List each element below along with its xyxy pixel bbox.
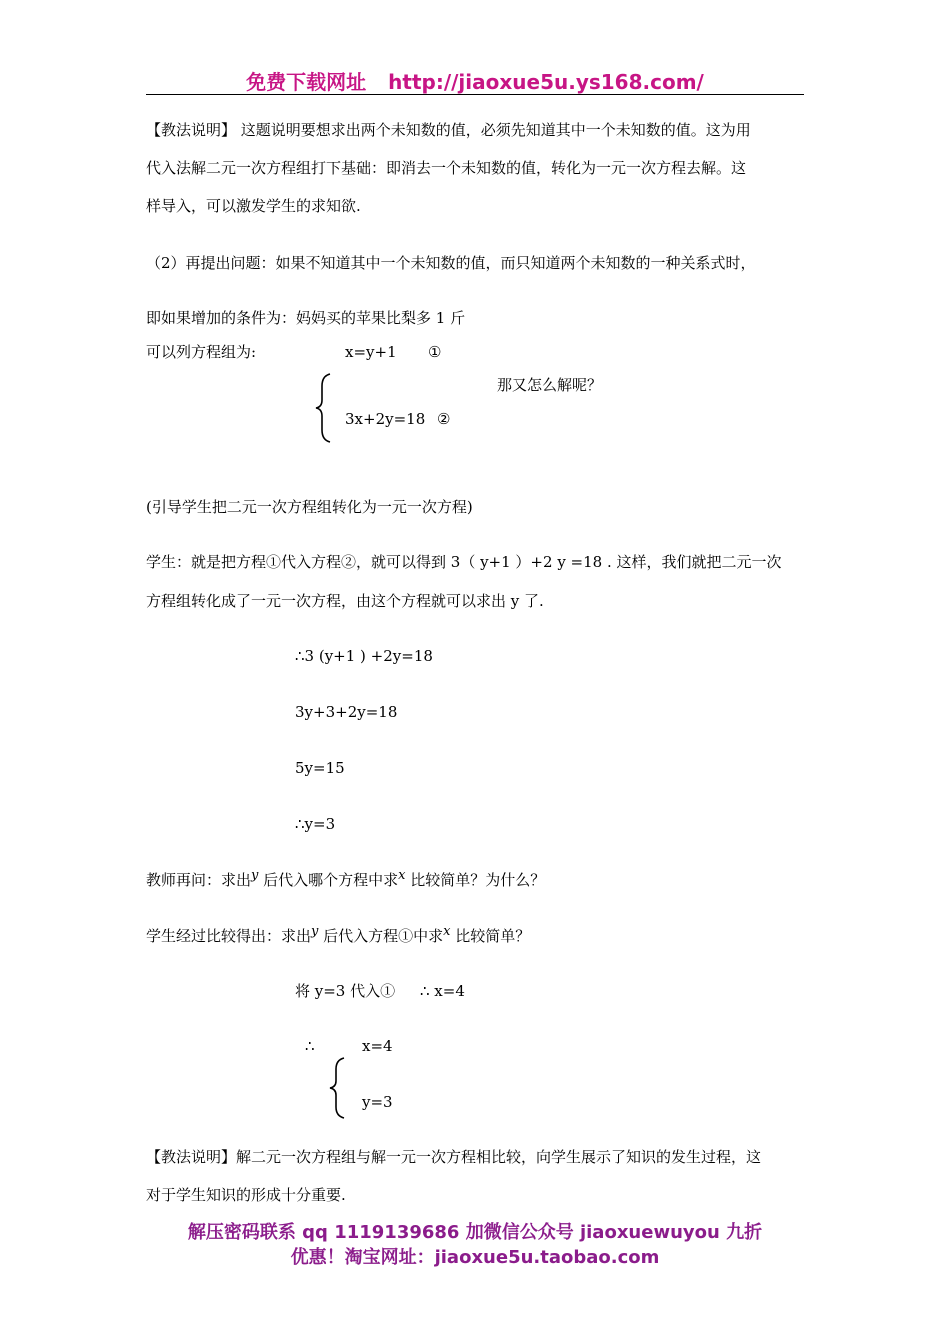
question-line-2: 即如果增加的条件为：妈妈买的苹果比梨多 1 斤 (146, 309, 466, 327)
solution-step-4: ∴y=3 (295, 815, 336, 833)
var-x-2: x (443, 924, 451, 939)
var-x: x (398, 868, 406, 883)
student-answer-line-1: 学生：就是把方程①代入方程②，就可以得到 3（ y+1 ）+2 y =18 . 这样，我们就把二元一次 (146, 553, 782, 571)
var-y: y (251, 868, 259, 883)
therefore-symbol: ∴ (305, 1037, 315, 1055)
header-title: 免费下载网址 (246, 70, 367, 94)
solution-step-1: ∴3 (y+1 ) +2y=18 (295, 647, 433, 665)
equation-1-marker: ① (428, 343, 442, 361)
teaching-note-line-1: 【教法说明】 这题说明要想求出两个未知数的值，必须先知道其中一个未知数的值。这为用 (146, 121, 751, 139)
footer-line-1: 解压密码联系 qq 1119139686 加微信公众号 jiaoxuewuyou 九折 (187, 1222, 763, 1243)
student-answer-line-2: 方程组转化成了一元一次方程，由这个方程就可以求出 y 了. (146, 592, 544, 610)
equation-1: x=y+1 (345, 343, 397, 361)
student-comparison-b: 后代入方程①中求 (318, 927, 444, 945)
solution-y: y=3 (362, 1093, 393, 1111)
teacher-question-a: 教师再问：求出 (146, 871, 252, 889)
substitute-step: 将 y=3 代入① (295, 982, 396, 1000)
solution-step-3: 5y=15 (295, 759, 345, 777)
equation-system-label: 可以列方程组为: (146, 343, 257, 361)
teaching-note-line-2: 代入法解二元一次方程组打下基础：即消去一个未知数的值，转化为一元一次方程去解。这 (146, 159, 747, 177)
closing-note-line-1: 【教法说明】解二元一次方程组与解一元一次方程相比较，向学生展示了知识的发生过程，这 (146, 1148, 762, 1166)
equation-2-marker: ② (437, 410, 451, 428)
guide-note: (引导学生把二元一次方程组转化为一元一次方程) (146, 498, 473, 516)
page-header (146, 66, 804, 95)
teaching-note-line-3: 样导入，可以激发学生的求知欲. (146, 197, 361, 215)
footer-line-2: 优惠！淘宝网址：jiaoxue5u.taobao.com (290, 1247, 660, 1268)
student-comparison-a: 学生经过比较得出：求出 (146, 927, 312, 945)
solution-step-2: 3y+3+2y=18 (295, 703, 398, 721)
teacher-question-b: 后代入哪个方程中求 (258, 871, 399, 889)
teacher-question (146, 870, 545, 892)
solution-x: x=4 (362, 1037, 393, 1055)
closing-note-line-2: 对于学生知识的形成十分重要. (146, 1186, 346, 1204)
solution-brace-icon (328, 1056, 348, 1120)
student-comparison (146, 926, 530, 948)
equation-2: 3x+2y=18 (345, 410, 426, 428)
var-y-2: y (311, 924, 319, 939)
question-line-1: （2）再提出问题：如果不知道其中一个未知数的值，而只知道两个未知数的一种关系式时， (146, 254, 756, 272)
how-to-solve-question: 那又怎么解呢？ (497, 376, 603, 394)
equation-brace-icon (314, 372, 334, 444)
student-comparison-c: 比较简单？ (450, 927, 531, 945)
header-url[interactable]: http://jiaoxue5u.ys168.com/ (388, 70, 704, 94)
teacher-question-c: 比较简单？为什么？ (405, 871, 546, 889)
x-result: ∴ x=4 (420, 982, 465, 1000)
